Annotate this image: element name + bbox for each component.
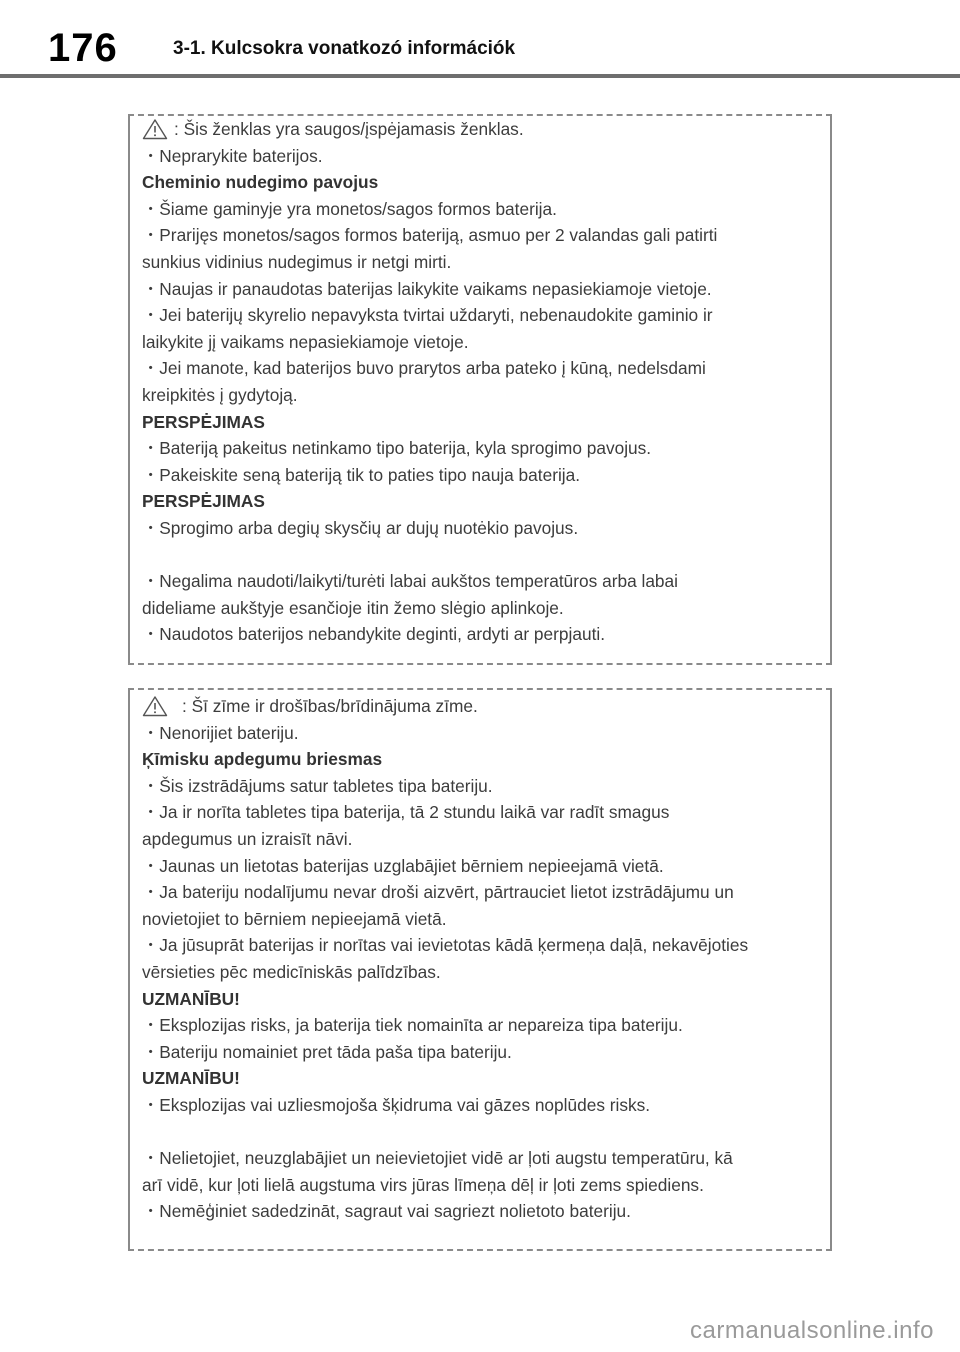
section-heading: UZMANĪBU! (142, 1068, 240, 1089)
text-line: ・Naujas ir panaudotas baterijas laikykite vaikams nepasiekiamoje vietoje. (142, 278, 712, 299)
page-number: 176 (48, 26, 118, 70)
text-line: ・Ja ir norīta tabletes tipa baterija, tā 2 stundu laikā var radīt smagus (142, 802, 670, 823)
text-line: ・Nelietojiet, neuzglabājiet un neievietojiet vidē ar ļoti augstu temperatūru, kā (142, 1148, 733, 1169)
text-line: ・Eksplozijas vai uzliesmojoša šķidruma vai gāzes noplūdes risks. (142, 1094, 651, 1115)
text-line: vērsieties pēc medicīniskās palīdzības. (142, 961, 441, 982)
text-line: ・Eksplozijas risks, ja baterija tiek nomainīta ar nepareiza tipa bateriju. (142, 1015, 683, 1036)
warning-symbol-text: : Šī zīme ir drošības/brīdinājuma zīme. (182, 696, 478, 716)
text-line: dideliame aukštyje esančioje itin žemo slėgio aplinkoje. (142, 597, 564, 618)
text-line: sunkius vidinius nudegimus ir netgi mirti. (142, 251, 452, 272)
header-divider (0, 74, 960, 78)
text-line: ・Ja bateriju nodalījumu nevar droši aizvērt, pārtrauciet lietot izstrādājumu un (142, 882, 734, 903)
text-line: ・Prarijęs monetos/sagos formos bateriją, asmuo per 2 valandas gali patirti (142, 225, 718, 246)
section-title: 3-1. Kulcsokra vonatkozó információk (173, 38, 516, 59)
text-line: kreipkitės į gydytoją. (142, 384, 298, 405)
text-line: ・Pakeiskite seną bateriją tik to paties tipo nauja baterija. (142, 464, 581, 485)
warning-box-latvian (128, 688, 832, 1251)
text-line: ・Nemēģiniet sadedzināt, sagraut vai sagriezt nolietoto bateriju. (142, 1201, 631, 1222)
warning-symbol-text: : Šis ženklas yra saugos/įspėjamasis ženklas. (174, 119, 524, 139)
text-line: apdegumus un izraisīt nāvi. (142, 828, 353, 849)
warning-box-lines (142, 693, 748, 1225)
warning-box-lines (142, 116, 717, 648)
warning-triangle-icon (142, 695, 168, 717)
text-line: ・Bateriju nomainiet pret tāda paša tipa bateriju. (142, 1041, 512, 1062)
blank-line (142, 542, 717, 569)
text-line: ・Jei baterijų skyrelio nepavyksta tvirtai uždaryti, nebenaudokite gaminio ir (142, 305, 713, 326)
section-heading: PERSPĖJIMAS (142, 491, 265, 512)
warning-box-lithuanian (128, 114, 832, 665)
page-header (0, 0, 960, 80)
text-line: ・Naudotos baterijos nebandykite deginti, ardyti ar perpjauti. (142, 624, 606, 645)
section-heading: PERSPĖJIMAS (142, 411, 265, 432)
watermark: carmanualsonline.info (690, 1317, 934, 1344)
text-line: ・Neprarykite baterijos. (142, 145, 323, 166)
section-heading: Ķīmisku apdegumu briesmas (142, 749, 383, 770)
text-line: ・Nenorijiet bateriju. (142, 722, 299, 743)
blank-line (142, 1119, 748, 1146)
text-line: ・Jaunas un lietotas baterijas uzglabājiet bērniem nepieejamā vietā. (142, 855, 664, 876)
text-line: ・Bateriją pakeitus netinkamo tipo baterija, kyla sprogimo pavojus. (142, 438, 652, 459)
text-line: arī vidē, kur ļoti lielā augstuma virs jūras līmeņa dēļ ir ļoti zems spiediens. (142, 1174, 704, 1195)
warning-symbol-line (142, 116, 717, 143)
text-line: ・Negalima naudoti/laikyti/turėti labai aukštos temperatūros arba labai (142, 571, 678, 592)
text-line: ・Šiame gaminyje yra monetos/sagos formos baterija. (142, 198, 557, 219)
warning-symbol-line (142, 693, 748, 720)
section-heading: Cheminio nudegimo pavojus (142, 172, 379, 193)
text-line: ・Jei manote, kad baterijos buvo prarytos arba pateko į kūną, nedelsdami (142, 358, 706, 379)
text-line: ・Sprogimo arba degių skysčių ar dujų nuotėkio pavojus. (142, 517, 579, 538)
text-line: ・Ja jūsuprāt baterijas ir norītas vai ievietotas kādā ķermeņa daļā, nekavējoties (142, 935, 749, 956)
warning-triangle-icon (142, 118, 168, 140)
text-line: ・Šis izstrādājums satur tabletes tipa bateriju. (142, 775, 493, 796)
text-line: laikykite jį vaikams nepasiekiamoje vietoje. (142, 331, 469, 352)
text-line: novietojiet to bērniem nepieejamā vietā. (142, 908, 447, 929)
section-heading: UZMANĪBU! (142, 988, 240, 1009)
